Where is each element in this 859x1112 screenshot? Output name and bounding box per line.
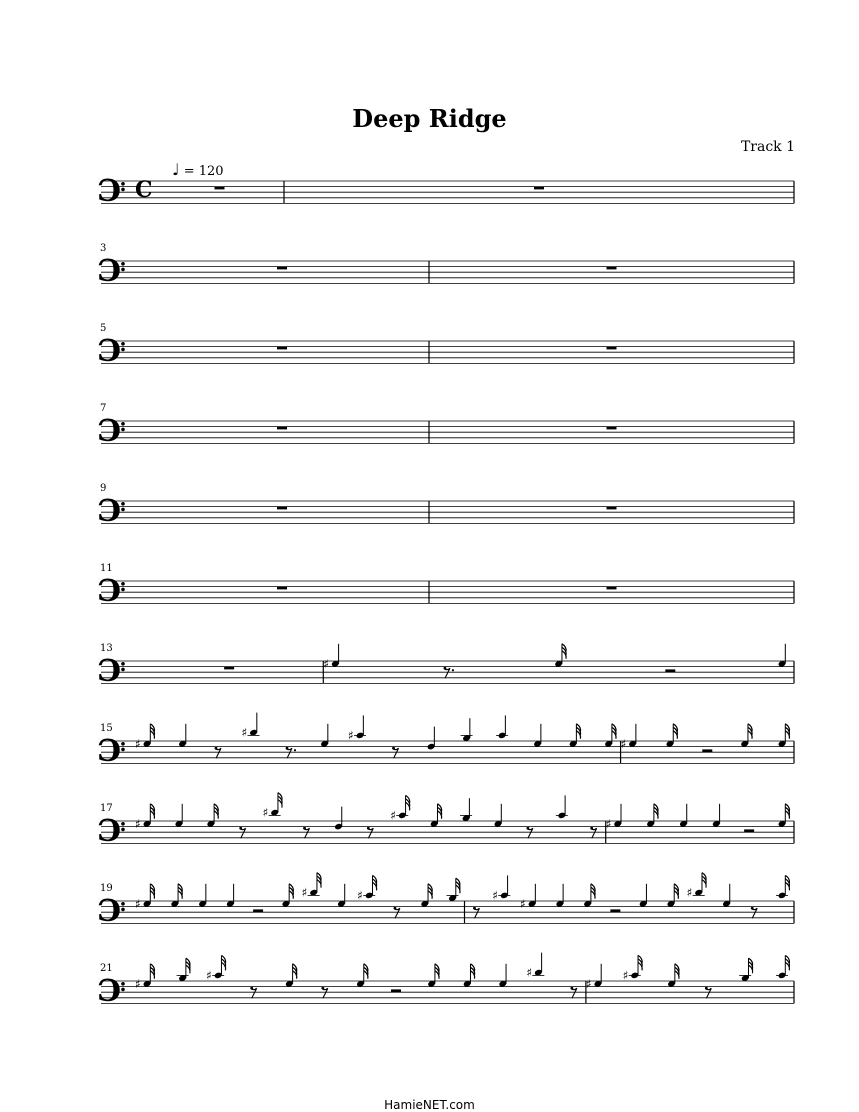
clef-dot xyxy=(121,908,125,912)
sharp-icon: ♯ xyxy=(135,736,141,751)
tempo-value: = 120 xyxy=(183,164,224,179)
bass-clef-glyph: C xyxy=(97,730,121,766)
rest-flag-dot xyxy=(394,907,397,910)
rest-flag-dot xyxy=(367,827,370,830)
rest-flag-dot xyxy=(215,747,218,750)
rest-flag-dot xyxy=(444,667,447,670)
bass-clef-icon xyxy=(97,491,125,526)
clef-dot xyxy=(121,822,125,826)
clef-dot xyxy=(121,182,125,186)
sharp-icon: ♯ xyxy=(492,888,499,903)
sharp-icon: ♯ xyxy=(135,976,141,991)
clef-dot xyxy=(121,988,125,992)
rest-8 xyxy=(240,828,246,838)
whole-rest xyxy=(215,187,225,190)
measure-number: 7 xyxy=(100,403,107,414)
whole-rest xyxy=(607,347,617,350)
rest-16 xyxy=(367,828,373,838)
rest-16. xyxy=(444,668,450,678)
rest-flag-dot xyxy=(705,987,708,990)
sharp-icon: ♯ xyxy=(390,808,397,823)
clef-dot xyxy=(121,742,125,746)
sharp-icon: ♯ xyxy=(241,725,248,740)
sharp-icon: ♯ xyxy=(605,816,612,831)
clef-dot xyxy=(121,902,125,906)
rest-flag-dot xyxy=(570,987,573,990)
half-rest xyxy=(253,909,263,912)
rest-dot xyxy=(452,669,454,671)
rest-16 xyxy=(304,828,310,838)
bass-clef-glyph: C xyxy=(97,650,121,686)
measure-number: 15 xyxy=(100,723,113,734)
sharp-icon: ♯ xyxy=(585,976,592,991)
bass-clef-icon xyxy=(97,651,125,686)
whole-rest xyxy=(277,507,287,510)
bass-clef-icon xyxy=(97,331,125,366)
clef-dot xyxy=(121,268,125,272)
rest-flag-dot xyxy=(526,827,529,830)
bass-clef-glyph: C xyxy=(97,250,121,286)
whole-rest xyxy=(277,267,287,270)
measure-number: 17 xyxy=(100,803,113,814)
rest-16 xyxy=(394,908,400,918)
bass-clef-icon xyxy=(97,811,125,846)
rest-flag-dot xyxy=(250,987,253,990)
rest-flag-dot xyxy=(303,827,306,830)
sharp-icon: ♯ xyxy=(135,816,141,831)
clef-dot xyxy=(121,428,125,432)
bass-clef-icon xyxy=(97,171,125,206)
half-rest xyxy=(744,829,754,832)
whole-rest xyxy=(224,667,234,670)
bass-clef-icon xyxy=(97,731,125,766)
bass-clef-glyph: C xyxy=(97,570,121,606)
whole-rest xyxy=(277,347,287,350)
measure-number: 21 xyxy=(100,963,113,974)
rest-8 xyxy=(251,988,257,998)
measure-number: 13 xyxy=(100,643,113,654)
site-footer: HamieNET.com xyxy=(384,1098,475,1112)
half-rest xyxy=(702,749,712,752)
half-rest xyxy=(665,669,675,672)
measure-number: 11 xyxy=(100,563,113,574)
quarter-note-icon: ♩ xyxy=(172,160,180,179)
rest-flag-dot xyxy=(473,907,476,910)
measure-number: 19 xyxy=(100,883,113,894)
sharp-icon: ♯ xyxy=(348,728,354,743)
track-label: Track 1 xyxy=(740,139,795,155)
clef-dot xyxy=(121,748,125,752)
clef-dot xyxy=(121,262,125,266)
whole-rest xyxy=(607,267,617,270)
bass-clef-glyph: C xyxy=(97,410,121,446)
bass-clef-icon xyxy=(97,891,125,926)
rest-16 xyxy=(705,988,711,998)
rest-16 xyxy=(393,748,399,758)
bass-clef-icon xyxy=(97,971,125,1006)
sharp-icon: ♯ xyxy=(622,968,629,983)
rest-16 xyxy=(474,908,480,918)
sharp-icon: ♯ xyxy=(686,885,693,900)
rest-flag-dot xyxy=(321,987,324,990)
bass-clef-icon xyxy=(97,571,125,606)
score-title: Deep Ridge xyxy=(352,104,507,133)
bass-clef-glyph: C xyxy=(97,890,121,926)
bass-clef-icon xyxy=(97,411,125,446)
bass-clef-glyph: C xyxy=(97,810,121,846)
half-rest xyxy=(391,989,401,992)
clef-dot xyxy=(121,828,125,832)
clef-dot xyxy=(121,422,125,426)
measure-number: 9 xyxy=(100,483,107,494)
clef-dot xyxy=(121,342,125,346)
sharp-icon: ♯ xyxy=(135,896,141,911)
clef-dot xyxy=(121,508,125,512)
clef-dot xyxy=(121,982,125,986)
sharp-icon: ♯ xyxy=(262,805,269,820)
clef-dot xyxy=(121,588,125,592)
sharp-icon: ♯ xyxy=(520,896,526,911)
sharp-icon: ♯ xyxy=(526,965,533,980)
clef-dot xyxy=(121,188,125,192)
rest-16 xyxy=(571,988,577,998)
measure-number: 5 xyxy=(100,323,107,334)
rest-16 xyxy=(527,828,533,838)
rest-8 xyxy=(215,748,221,758)
sharp-icon: ♯ xyxy=(620,736,627,751)
rest-16. xyxy=(286,748,292,758)
whole-rest xyxy=(534,187,544,190)
clef-dot xyxy=(121,662,125,666)
clef-dot xyxy=(121,582,125,586)
whole-rest xyxy=(277,587,287,590)
half-rest xyxy=(610,909,620,912)
rest-flag-dot xyxy=(239,827,242,830)
sharp-icon: ♯ xyxy=(301,885,308,900)
bass-clef-glyph: C xyxy=(97,330,121,366)
sharp-icon: ♯ xyxy=(323,656,330,671)
measure-number: 3 xyxy=(100,243,107,254)
bass-clef-icon xyxy=(97,251,125,286)
time-signature: C xyxy=(135,177,153,204)
rest-16 xyxy=(751,908,757,918)
clef-dot xyxy=(121,348,125,352)
rest-flag-dot xyxy=(590,827,593,830)
rest-16 xyxy=(322,988,328,998)
rest-flag-dot xyxy=(392,747,395,750)
sharp-icon: ♯ xyxy=(206,968,212,983)
sharp-icon: ♯ xyxy=(357,888,363,903)
rest-8 xyxy=(591,828,597,838)
bass-clef-glyph: C xyxy=(97,970,121,1006)
whole-rest xyxy=(607,427,617,430)
rest-flag-dot xyxy=(751,907,754,910)
clef-dot xyxy=(121,668,125,672)
clef-dot xyxy=(121,502,125,506)
bass-clef-glyph: C xyxy=(97,170,121,206)
bass-clef-glyph: C xyxy=(97,490,121,526)
whole-rest xyxy=(607,507,617,510)
rest-flag-dot xyxy=(286,747,289,750)
rest-dot xyxy=(294,749,296,751)
whole-rest xyxy=(607,587,617,590)
whole-rest xyxy=(277,427,287,430)
